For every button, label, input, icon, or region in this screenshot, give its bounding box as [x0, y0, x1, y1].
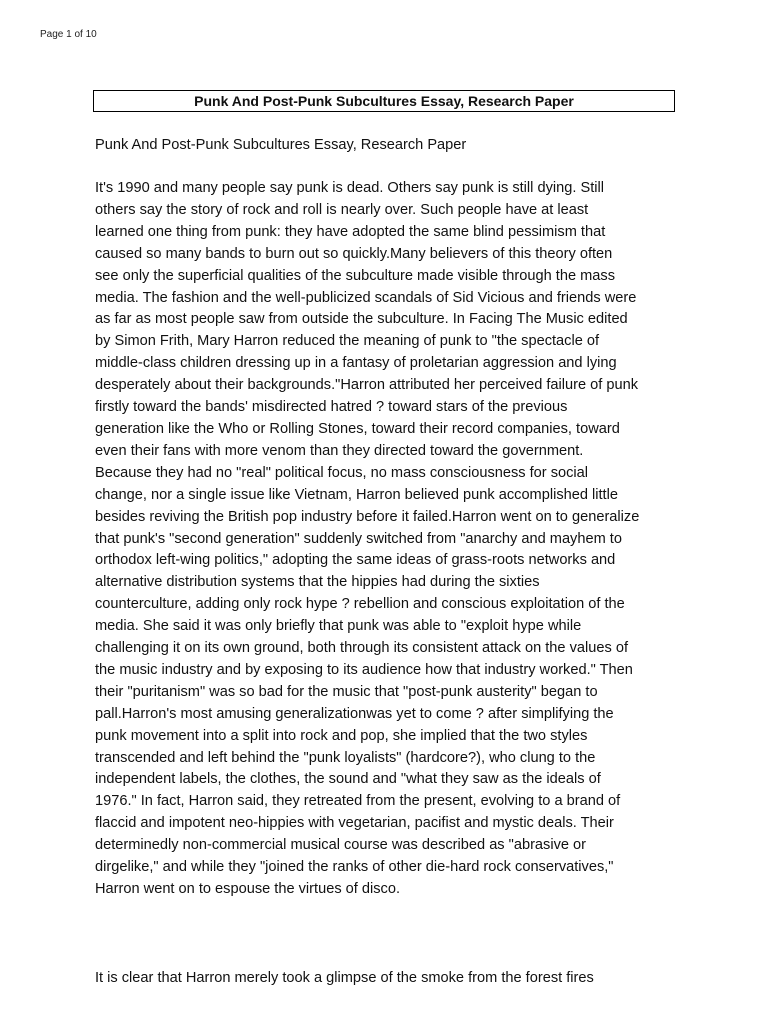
document-title: Punk And Post-Punk Subcultures Essay, Research Paper [93, 90, 675, 112]
paragraph: It is clear that Harron merely took a glimpse of the smoke from the forest fires [95, 970, 594, 986]
page-number: Page 1 of 10 [40, 29, 97, 40]
document-subtitle: Punk And Post-Punk Subcultures Essay, Research Paper [95, 137, 467, 153]
paragraph: It's 1990 and many people say punk is dead. Others say punk is still dying. Still others say the story of rock and roll is nearly over. Such people have at least learned one thing from punk: they have adopted the same blind pessimism that caused so many bands to burn out so quickly.Many believers of this theory often see only the superficial qualities of the subculture made visible through the mass media. The fashion and the well-publicized scandals of Sid Vicious and friends were as far as most people saw from outside the subculture. In Facing The Music edited by Simon Frith, Mary Harron reduced the meaning of punk to "the spectacle of middle-class children dressing up in a fantasy of proletarian aggression and lying desperately about their backgrounds."Harron attributed her perceived failure of punk firstly toward the bands' misdirected hatred ? toward stars of the previous generation like the Who or Rolling Stones, toward their record companies, toward even their fans with more venom than they directed toward the government. Because they had no "real" political focus, no mass consciousness for social change, nor a single issue like Vietnam, Harron believed punk accomplished little besides reviving the British pop industry before it failed.Harron went on to generalize that punk's "second generation" suddenly switched from "anarchy and mayhem to orthodox left-wing politics," adopting the same ideas of grass-roots networks and alternative distribution systems that the hippies had during the sixties counterculture, adding only rock hype ? rebellion and conscious exploitation of the media. She said it was only briefly that punk was able to "exploit hype while challenging it on its own ground, both through its consistent attack on the values of the music industry and by exposing to its audience how that industry worked." Then their "puritanism" was so bad for the music that "post-punk austerity" began to pall.Harron's most amusing generalizationwas yet to come ? after simplifying the punk movement into a split into rock and pop, she implied that the two styles transcended and left behind the "punk loyalists" (hardcore?), who clung to the independent labels, the clothes, the sound and "what they saw as the ideals of 1976." In fact, Harron said, they retreated from the present, evolving to a brand of flaccid and impotent neo-hippies with vegetarian, pacifist and mystic deals. Their determinedly non-commercial musical course was described as "abrasive or dirgelike," and while they "joined the ranks of other die-hard rock conservatives," Harron went on to espouse the virtues of disco. [95, 180, 640, 897]
